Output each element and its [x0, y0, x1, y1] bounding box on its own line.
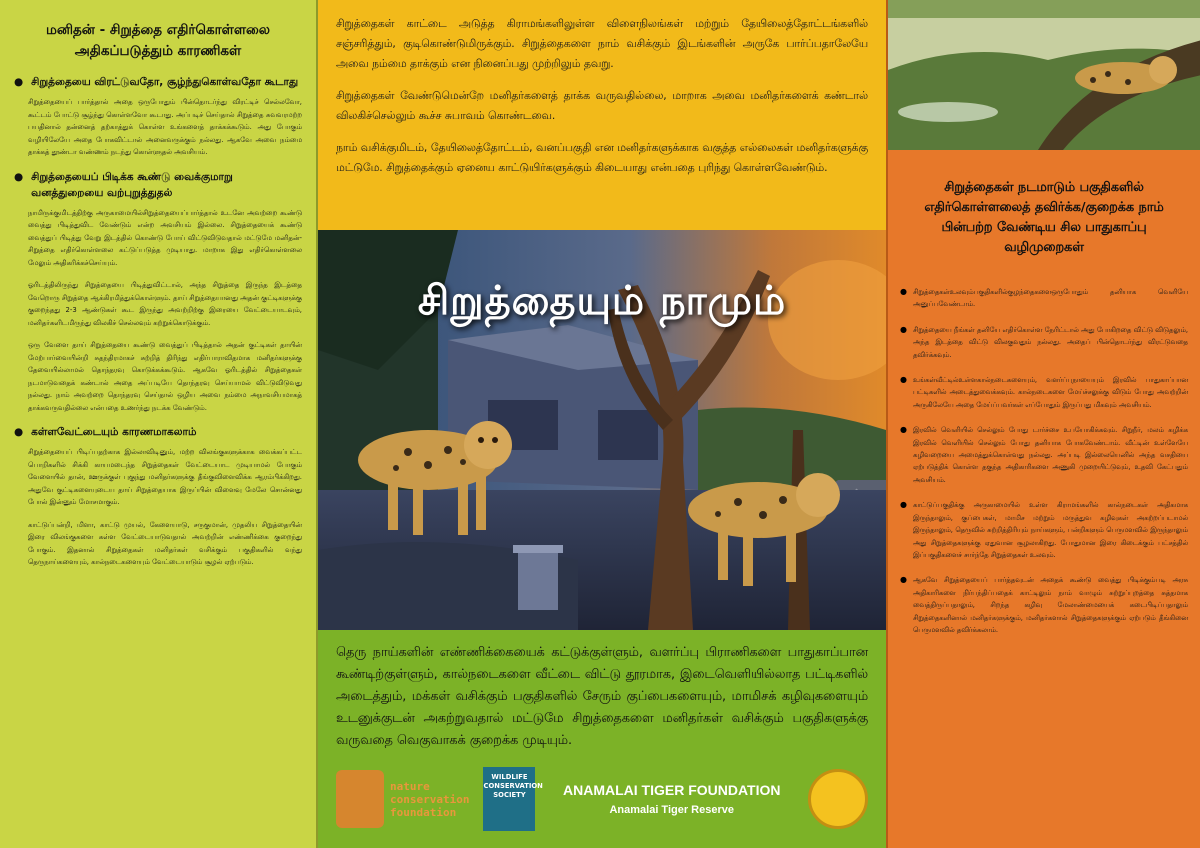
leopard-illustration — [318, 230, 886, 630]
list-item-text: ஆகவே சிறுத்தையைப் பார்த்தவுடன் அதைக் கூண்டு வைத்து பிடிக்கும்படி அரசு அதிகாரிகளை நிர்பந்திப்பதைக் காட்டிலும் நாம் வாழும் சுற்றுப்புறத்தை சுத்தமாக வைத்திருப்பதாலும், சிறந்த கழிவு மேலாண்மையைக் கடைபிடிப்பதாலும் சிறுத்தைகளினால் மனிதர்களுக்கும், மனிதர்களால் சிறுத்தைகளுக்கும் ஏற்படும் தீங்கினை பெருமளவில் தவிர்க்கலாம். — [912, 576, 1188, 634]
middle-panel — [318, 0, 886, 848]
bullet-heading — [14, 169, 302, 201]
right-panel — [886, 0, 1200, 848]
leopard-on-tree-image — [888, 0, 1200, 150]
list-item — [900, 374, 1188, 411]
left-section-1 — [14, 74, 302, 159]
bullet-heading — [14, 424, 302, 440]
paragraph: நாம் வசிக்குமிடம், தேயிலைத்தோட்டம், வனப்பகுதி என மனிதர்களுக்காக வகுத்த எல்லைகள் மனிதர்களுக்கு மட்டுமே. சிறுத்தைக்கும் ஏனைய காட்டுயிர்களுக்கும் கிடையாது என்பதை புரிந்து கொள்ளவேண்டும். — [336, 141, 868, 174]
list-item-text: காட்டுப்பகுதிக்கு அருகாமையில் உள்ள கிராமங்களில் கால்நடைகள் அதிகமாக இருந்தாலும், குப்பைகள், மாமிச மற்றும் மருத்துவ கழிவுகள் அகற்றப்படாமல் இருந்தாலும், தெருவில் சுற்றித்திரியும் நாய்களும், பன்றிகளும் பெருமளவில் இருந்தாலும் அது சிறுத்தைகளுக்கு ஏதுவான சூழலாகிறது. போதுமான இரை கிடைக்கும் பட்சத்தில் இப்பகுதிகளைச் சார்ந்தே சிறுத்தைகள் உலவும். — [912, 501, 1188, 559]
bullet-dot-icon: ● — [14, 76, 24, 88]
bullet-text: சிறுத்தையை விரட்டுவதோ, சூழ்ந்துகொள்வதோ கூடாது — [31, 76, 299, 88]
logo-strip — [336, 762, 868, 836]
tiger-seal-icon — [808, 769, 868, 829]
list-item-text: இரவில் வெளியில் செல்லும் போது டார்ச்சை உபயோகிக்கவும். சிறுநீர், மலம் கழிக்க இரவில் வெளியில் செல்லும் போது தனியாக போகவேண்டாம். வீட்டின் உள்ளேயே கழிவறையை அமைத்துக்கொள்வது நல்லது. அப்படி இல்லையெனில் அந்த வசதியை ஏற்படுத்திக் கொள்ள தகுந்த அதிகாரிகளை அணுகி முறையிட்டுவும், உதவி கேட்பதும் அவசியம். — [912, 426, 1188, 484]
middle-advice — [318, 630, 886, 848]
list-item — [900, 574, 1188, 636]
paragraph: காட்டுப்பன்றி, மிளா, காட்டு முயல், கேளையாடு, சருகுமான், முதலிய சிறுத்தையின் இரை விலங்குகளை கள்ள வேட்டையாடுவதால் அவற்றின் எண்ணிக்கை குறைந்து போகும். இதனால் சிறுத்தைகள் மனிதர்கள் வசிக்கும் பகுதிகளில் வந்து தெருநாய்களையும், கால்நடைகளையும் வேட்டையாடும் சூழல் ஏற்படும். — [28, 520, 302, 566]
ncf-name: nature conservation foundation — [390, 779, 470, 819]
bullet-heading — [14, 74, 302, 90]
bullet-dot-icon: ● — [900, 375, 907, 385]
middle-intro — [318, 0, 886, 230]
list-item — [900, 286, 1188, 311]
bullet-text: கள்ளவேட்டையும் காரணமாகலாம் — [31, 426, 197, 438]
left-section-3 — [14, 424, 302, 569]
paragraph: சிறுத்தையைப் பார்த்தால் அதை ஒருபோதும் பின்தொடர்ந்து விரட்டிச் செல்லவோ, கூட்டம் போட்டு சூழ்ந்து கொள்ளவோ கூடாது. அப்படிச் செய்தால் சிறுத்தை சுவவரமற்ற பயதினால் தன்னைத் தற்காத்துக் கொள்ள உங்களைத் தாக்கக்கூடும். அது போகும் வழியிலேயே அதை போகவிட்டால் அனைவருக்கும் நல்லது. ஆகவே அவை நம்மை தாக்கத் தூண்டா வண்ணம் நடந்து கொள்ளுதல் அவசியம். — [28, 98, 302, 156]
paragraph: ஒரு வேளை தாய் சிறுத்தையை கூண்டு வைத்துப் பிடித்தால் அதன் குட்டிகள் தாயின் மேற்பார்வையின்றி சுதந்திரமாகச் சுற்றித் திரிந்து எதிர்பாராவிதமாக மனிதர்களுக்கு தேவையில்லாமல் தொந்தரவு கொடுக்கக்கூடும். ஆகவே ஓரிடத்தில் சிறுத்தைகள் நடமாடுவதைக் கண்டால் அதை அப்படியே தொந்தரவு செய்யாமல் விட்டுவிடுவது நல்லது. நாம் அவற்றை தொந்தரவு செய்தால் ஒழிய அவை நம்மை அநாவசியமாகத் தாக்கவருவதில்லை என்பதை உணர்ந்து நடக்க வேண்டும். — [28, 341, 302, 412]
atf-title: ANAMALAI TIGER FOUNDATION — [562, 782, 781, 798]
poster-title: சிறுத்தையும் நாமும் — [417, 278, 787, 324]
ncf-logo — [336, 770, 469, 828]
paragraph: சிறுத்தைகள் காட்டை அடுத்த கிராமங்களிலுள்ள விளைநிலங்கள் மற்றும் தேயிலைத்தோட்டங்களில் சஞ்சரித்தும், குடிகொண்டுமிருக்கும். சிறுத்தைகளை நாம் வசிக்கும் இடங்களின் அருகே பார்ப்பதாலேயே அவை நம்மை தாக்கும் என நினைப்பது முற்றிலும் தவறு. — [336, 17, 868, 70]
paragraph: ஓரிடத்திலிருந்து சிறுத்தையை பிடித்துவிட்டால், அந்த சிறுத்தை இருந்த இடத்தை வேறொரு சிறுத்தை ஆக்கிரமித்துக்கொள்ளும். தாய் சிறுத்தையானது அதன் குட்டிகளுக்கு குறைந்தது 2-3 ஆண்டுகள் கூட இருந்து அவற்றிற்கு இரையை வேட்டையாடவும், மனிதர்களிடமிருந்து விலகிச் செல்லவும் கற்றுக்கொடுக்கும். — [28, 281, 302, 327]
left-heading: மனிதன் - சிறுத்தை எதிர்கொள்ளலை அதிகப்படுத்தும் காரணிகள் — [45, 22, 270, 59]
bullet-dot-icon: ● — [14, 170, 24, 183]
atf-subtitle: Anamalai Tiger Reserve — [609, 804, 734, 816]
list-item-text: சிறுத்தையை நீங்கள் தனியே எதிர்கொள்ள நேரிட்டால் அது போகிறதை விட்டு விடுதலும், அந்த இடத்தை விட்டு விலகுவதும் நல்லது. அதைப் பின்தொடர்ந்து விரட்டுவதை தவிர்க்கவும். — [912, 325, 1188, 359]
bullet-dot-icon: ● — [14, 426, 24, 438]
list-item-text: சிறுத்தைகள்உலவும்பகுதிகளில்குழந்தைகளைஒருபோதும் தனியாக வெளியே அனுப்பவேண்டாம். — [912, 288, 1188, 309]
ncf-emblem-icon — [336, 770, 384, 828]
paragraph: சிறுத்தைகள் வேண்டுமென்றே மனிதர்களைத் தாக்க வருவதில்லை, மாறாக அவை மனிதர்களைக் கண்டால் விலகிச்செல்லும் கூச்ச சுபாவம் கொண்டவை. — [336, 89, 868, 122]
right-heading: சிறுத்தைகள் நடமாடும் பகுதிகளில் எதிர்கொள்ளலைத் தவிர்க்க/குறைக்க நாம் பின்பற்ற வேண்டிய சில பாதுகாப்பு வழிமுறைகள் — [924, 180, 1164, 255]
bullet-dot-icon: ● — [900, 324, 907, 334]
safety-list — [900, 286, 1188, 649]
left-section-2 — [14, 169, 302, 415]
left-panel — [0, 0, 318, 848]
paragraph: சிறுத்தையைப் பிடிப்பதற்காக இல்லாவிடினும், மற்ற விலங்குகளுக்காக வைக்கப்பட்ட பொறிகளில் சிக்கி காயமடைந்த சிறுத்தைகள் வேட்டையாட முடியாமல் போகும் வேளையில் தான், ஊருக்குள் புகுந்து மனிதர்களுக்கு தீங்குவிளைவிக்க ஆரம்பிக்கிறது. அதுவே குட்டிகளையுடைய தாய் சிறுத்தையாக இருப்பின் விளைவு மேலே சொன்னது போல் இன்னும் மோசமாகும். — [28, 448, 302, 506]
list-item — [900, 499, 1188, 561]
bullet-dot-icon: ● — [900, 500, 907, 510]
list-item — [900, 424, 1188, 486]
wcs-logo: WILDLIFE CONSERVATION SOCIETY — [483, 767, 535, 831]
advice-paragraph: தெரு நாய்களின் எண்ணிக்கையைக் கட்டுக்குள்ளும், வளர்ப்பு பிராணிகளை பாதுகாப்பான கூண்டிற்குள்ளும், கால்நடைகளை வீட்டை விட்டு தூரமாக, இடைவெளியில்லாத பட்டிகளில் அடைத்தும், மக்கள் வசிக்கும் பகுதிகளில் சேரும் குப்பைகளையும், மாமிசக் கழிவுகளையும் உடனுக்குடன் அகற்றுவதால் மட்டுமே சிறுத்தைகளை மனிதர்கள் வசிக்கும் பகுதிகளுக்கு வருவதை வெகுவாகக் குறைக்க முடியும். — [336, 645, 868, 748]
list-item — [900, 324, 1188, 361]
bullet-dot-icon: ● — [900, 575, 907, 585]
bullet-text: சிறுத்தையைப் பிடிக்க கூண்டு வைக்குமாறு வனத்துறையை வற்புறுத்துதல் — [31, 170, 233, 199]
atf-logo — [549, 782, 794, 816]
bullet-dot-icon: ● — [900, 287, 907, 296]
bullet-dot-icon: ● — [900, 425, 907, 435]
paragraph: நாமிருக்குமிடத்திற்கு அருகாமையில்சிறுத்தையைப்பார்த்தால் உடனே அவற்றை கூண்டு வைத்து பிடித்துவிட வேண்டும் என்ற அவசியம் இல்லை. சிறுத்தையைக் கூண்டு வைத்துப் பிடித்து வேறு இடத்தில் கொண்டு போய் விட்டுவிடுவதால் மட்டுமே மனிதன்-சிறுத்தை எதிர்கொள்ளலை கட்டுப்படுத்த முடியாது. மாறாக இது எதிர்கொள்ளலை மேலும் அதிகரிக்கச்செய்யும். — [28, 208, 302, 267]
list-item-text: உங்கள்வீட்டில்உள்ளகால்நடைகளையும், வளர்ப்புநாயையும் இரவில் பாதுகாப்பான பட்டிகளில் அடைத்துவைக்கவும். கால்நடைகளை மேய்ச்சலுக்கு விடும் போது அவற்றின் அருகிலேயே அதை மேய்ப்பவர்கள் எப்போதும் இருப்பது மிகவும் அவசியம். — [912, 376, 1188, 409]
